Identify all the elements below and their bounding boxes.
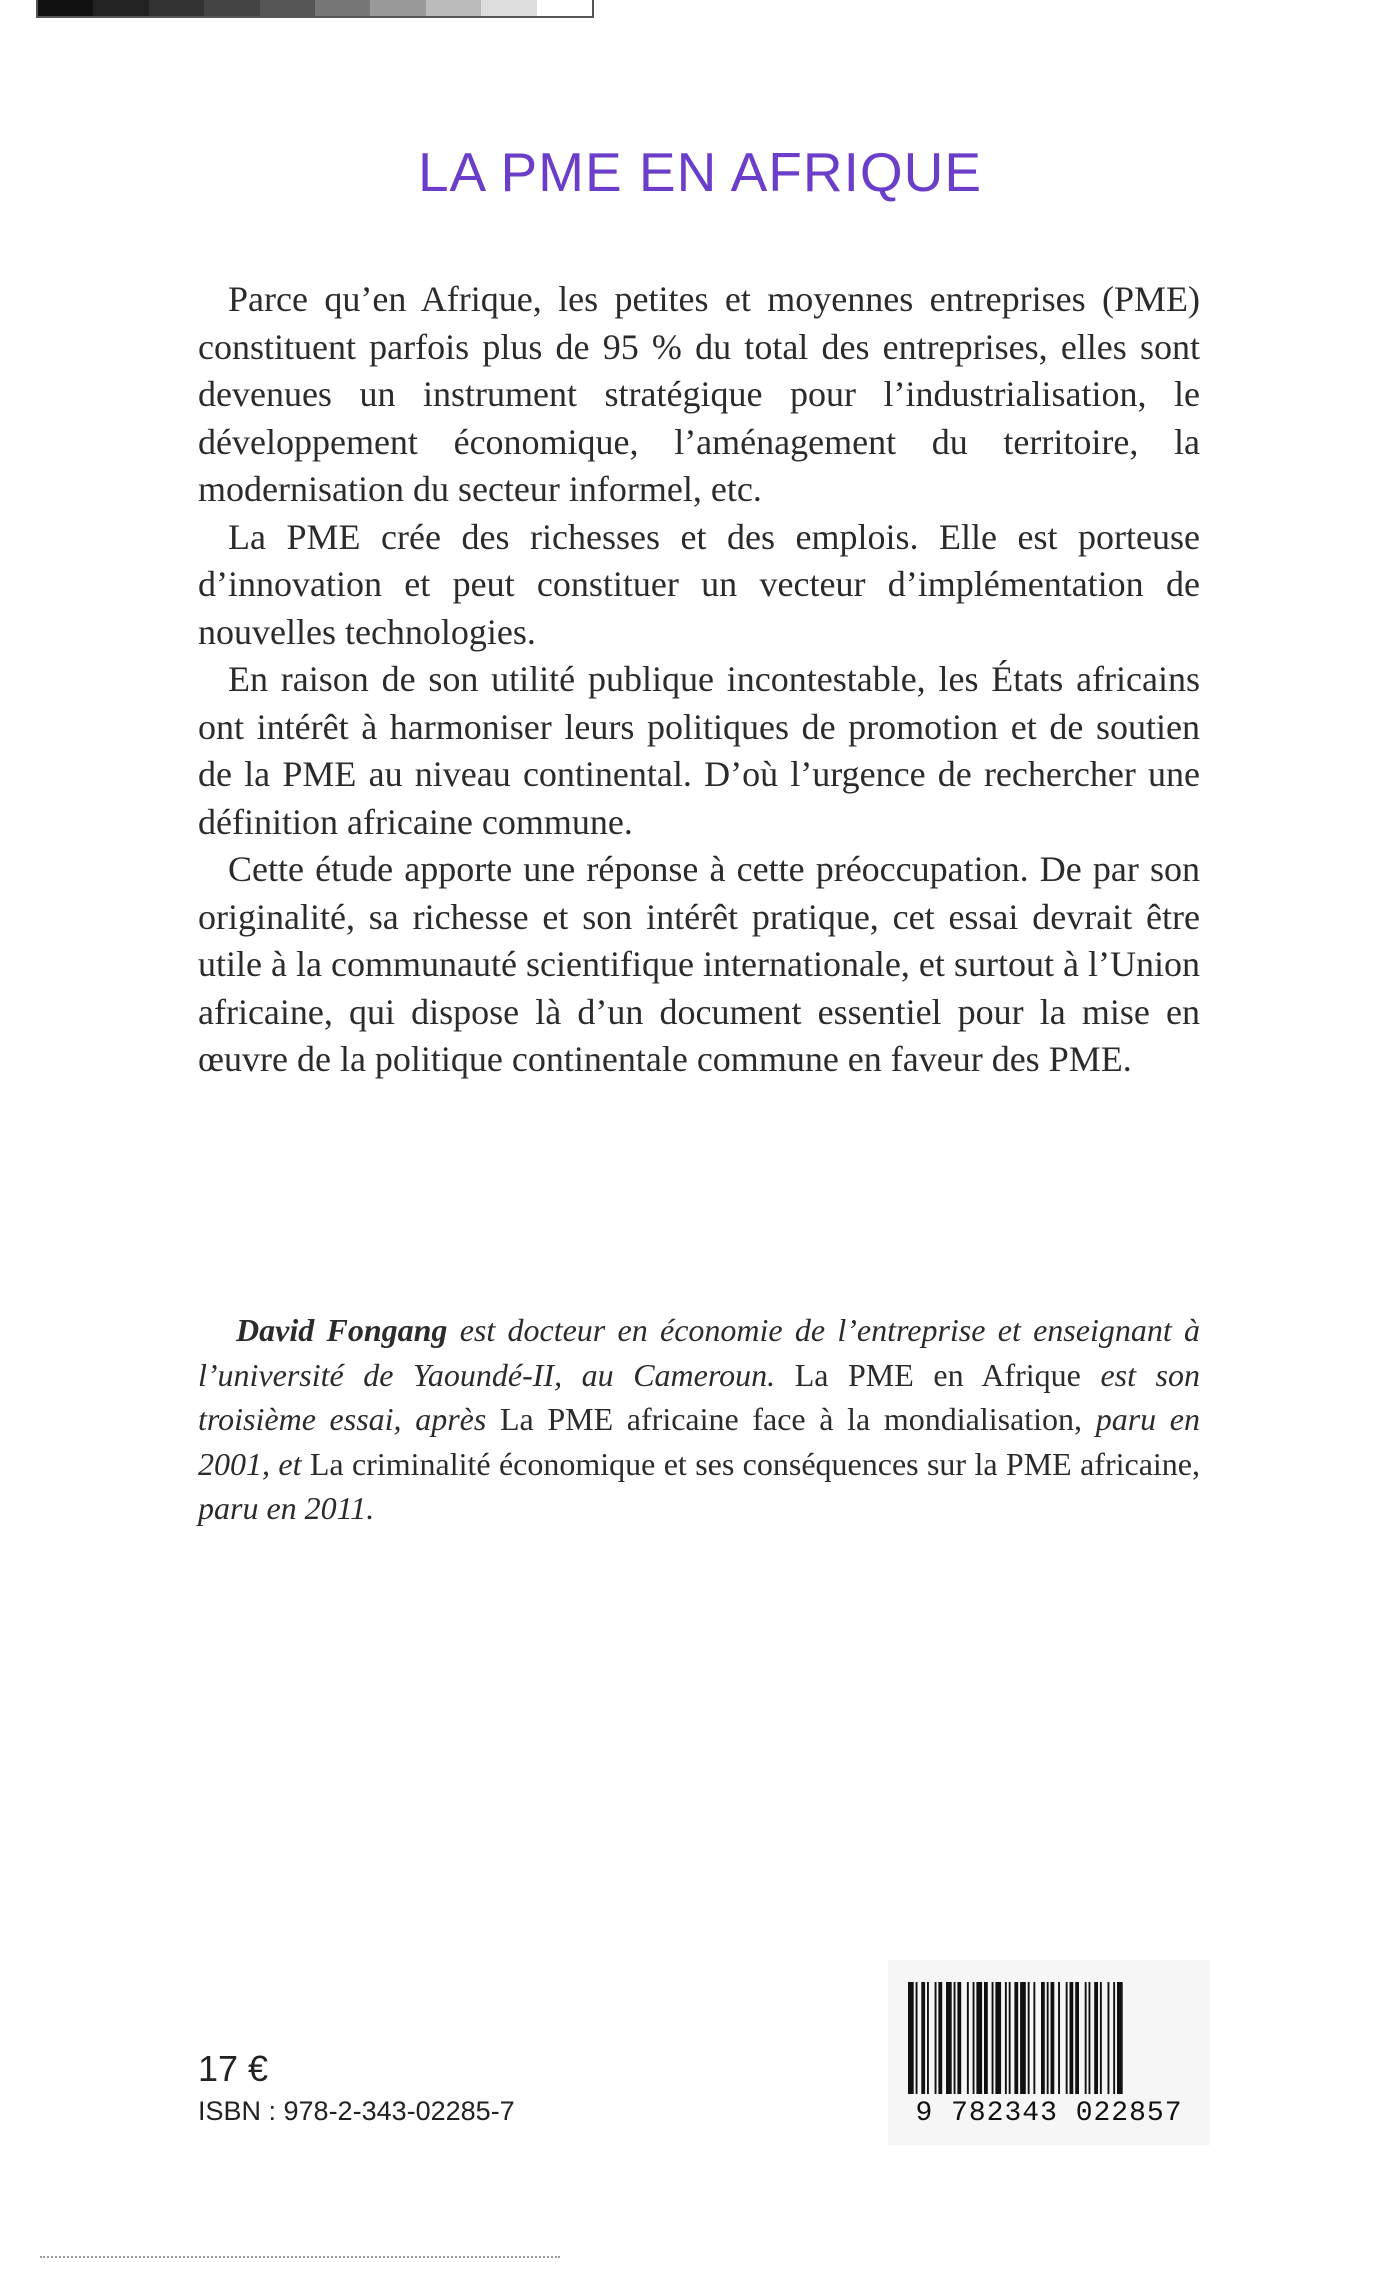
barcode-bar: [1085, 1982, 1087, 2094]
isbn: ISBN : 978-2-343-02285-7: [198, 2096, 515, 2126]
barcode-bar: [916, 1982, 918, 2094]
barcode-bar: [984, 1982, 988, 2094]
blurb-paragraph: Parce qu’en Afrique, les petites et moyennes entreprises (PME) constituent parfois plus de 95 % du total des entreprises, elles sont devenues un instrument stratégique pour l’industrialisation, le développement économique, l’aménagement du territoire, la modernisation du secteur informel, etc.: [198, 279, 1200, 509]
bio-text: est docteur en économie de l’entreprise et enseignant à l’université de Yaoundé-II, au Cameroun.: [198, 1312, 1201, 1393]
barcode-bar: [1028, 1982, 1030, 2094]
barcode-bar: [1089, 1982, 1091, 2094]
barcode-bar: [1094, 1982, 1098, 2094]
price: 17 €: [198, 2048, 269, 2089]
barcode-bar: [938, 1982, 942, 2094]
barcode-bar: [1108, 1982, 1110, 2094]
barcode-bars: [906, 1982, 1192, 2094]
barcode-number: 9 782343 022857: [915, 2098, 1183, 2129]
barcode-bar: [1020, 1982, 1026, 2094]
author-name: David Fongang: [236, 1312, 448, 1348]
barcode: [888, 1960, 1210, 2145]
bio-text: paru en 2011.: [198, 1490, 375, 1526]
barcode-bar: [995, 1982, 1001, 2094]
book-title-ref: La criminalité économique et ses conséquences sur la PME africaine,: [301, 1445, 1200, 1482]
book-title-ref: La PME africaine face à la mondialisation,: [486, 1401, 1083, 1437]
barcode-bar: [1047, 1982, 1049, 2094]
book-title-ref: La PME en Afrique: [775, 1356, 1081, 1393]
blurb-paragraph: La PME crée des richesses et des emplois. Elle est porteuse d’innovation et peut constituer un vecteur d’implémentation de nouvelles technologies.: [198, 516, 1200, 652]
blurb-paragraph: En raison de son utilité publique incontestable, les États africains ont intérêt à harmoniser leurs politiques de promotion et de soutien de la PME au niveau continental. D’où l’urgence de rechercher une définition africaine commune.: [198, 659, 1200, 842]
barcode-bar: [1014, 1982, 1018, 2094]
barcode-bar: [957, 1982, 961, 2094]
barcode-bar: [992, 1982, 994, 2094]
barcode-bar: [1117, 1982, 1123, 2094]
barcode-bar: [1058, 1982, 1060, 2094]
barcode-bar: [1070, 1982, 1074, 2094]
bio-text: est son troisième essai, après: [198, 1356, 1201, 1437]
blurb: [198, 276, 1200, 1084]
barcode-bar: [1113, 1982, 1115, 2094]
barcode-bar: [908, 1982, 914, 2094]
barcode-bar: [1051, 1982, 1055, 2094]
color-calibration-bar: [36, 0, 594, 18]
barcode-bar: [1041, 1982, 1045, 2094]
barcode-bar: [935, 1982, 937, 2094]
barcode-bar: [927, 1982, 929, 2094]
bio-text: paru en 2001, et: [198, 1401, 1201, 1482]
barcode-bar: [967, 1982, 969, 2094]
barcode-bar: [1009, 1982, 1011, 2094]
barcode-bar: [973, 1982, 975, 2094]
barcode-bar: [1075, 1982, 1079, 2094]
barcode-bar: [1033, 1982, 1035, 2094]
barcode-bar: [946, 1982, 952, 2094]
blurb-paragraph: Cette étude apporte une réponse à cette préoccupation. De par son originalité, sa richesse et son intérêt pratique, cet essai devrait être utile à la communauté scientifique internationale, et surtout à l’Union africaine, qui dispose là d’un document essentiel pour la mise en œuvre de la politique continentale commune en faveur des PME.: [198, 849, 1200, 1079]
book-title: LA PME EN AFRIQUE: [417, 141, 983, 203]
author-bio: [198, 1308, 1200, 1531]
barcode-bar: [1100, 1982, 1102, 2094]
barcode-bar: [1066, 1982, 1068, 2094]
barcode-bar: [954, 1982, 956, 2094]
barcode-bar: [976, 1982, 982, 2094]
barcode-bar: [921, 1982, 925, 2094]
barcode-bar: [1005, 1982, 1007, 2094]
trim-marks: [40, 2256, 560, 2264]
